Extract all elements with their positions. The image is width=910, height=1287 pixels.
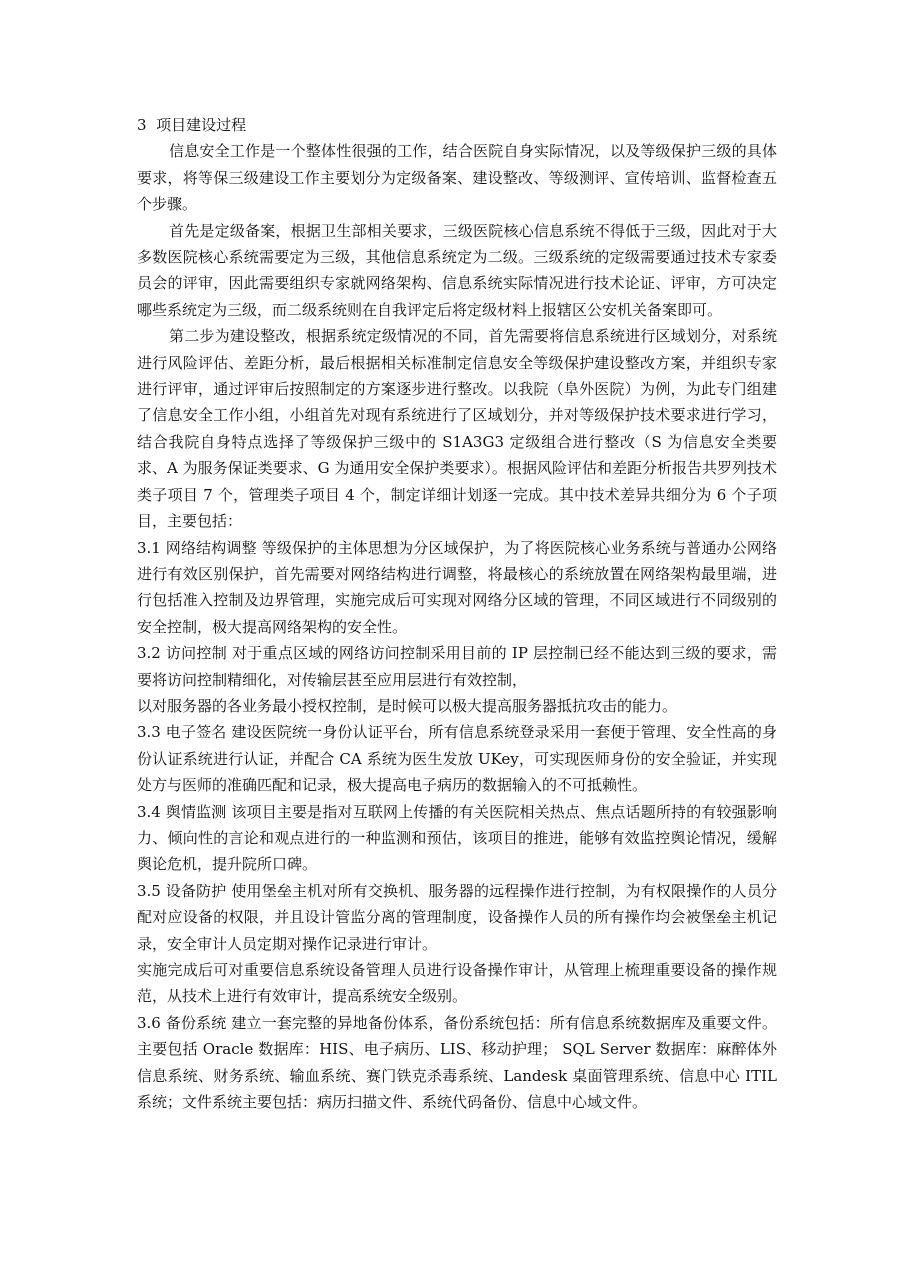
item-text: 建设医院统一身份认证平台，所有信息系统登录采用一套便于管理、安全性高的身份认证系统进行认证，并配合 CA 系统为医生发放 UKey，可实现医师身份的安全验证，并实现处方与医师的准确匹配和记录，极大提高电子病历的数据输入的不可抵赖性。 bbox=[137, 723, 777, 795]
item-backup-system bbox=[137, 1010, 777, 1116]
item-title: 3.5 设备防护 bbox=[137, 881, 227, 900]
intro-paragraph-3: 第二步为建设整改，根据系统定级情况的不同，首先需要将信息系统进行区域划分，对系统进行风险评估、差距分析，最后根据相关标准制定信息安全等级保护建设整改方案，并组织专家进行评审，通过评审后按照制定的方案逐步进行整改。以我院（阜外医院）为例，为此专门组建了信息安全工作小组，小组首先对现有系统进行了区域划分，并对等级保护技术要求进行学习，结合我院自身特点选择了等级保护三级中的 S1A3G3 定级组合进行整改（S 为信息安全类要求、A 为服务保证类要求、G 为通用安全保护类要求）。根据风险评估和差距分析报告共罗列技术类子项目 7 个，管理类子项目 4 个，制定详细计划逐一完成。其中技术差异共细分为 6 个子项目，主要包括： bbox=[137, 327, 777, 531]
item-title: 3.6 备份系统 bbox=[137, 1013, 227, 1032]
section-heading: 3 项目建设过程 bbox=[137, 116, 247, 134]
item-e-signature bbox=[137, 719, 777, 798]
item-public-opinion bbox=[137, 799, 777, 878]
item-network-structure bbox=[137, 535, 777, 641]
document-page bbox=[137, 112, 777, 1115]
item-text: 该项目主要是指对互联网上传播的有关医院相关热点、焦点话题所持的有较强影响力、倾向性的言论和观点进行的一种监测和预估，该项目的推进，能够有效监控舆论情况，缓解舆论危机，提升院所口碑。 bbox=[137, 802, 777, 874]
intro-paragraph-2: 首先是定级备案，根据卫生部相关要求，三级医院核心信息系统不得低于三级，因此对于大多数医院核心系统需要定为三级，其他信息系统定为二级。三级系统的定级需要通过技术专家委员会的评审，因此需要组织专家就网络架构、信息系统实际情况进行技术论证、评审，方可决定哪些系统定为三级，而二级系统则在自我评定后将定级材料上报辖区公安机关备案即可。 bbox=[137, 221, 777, 319]
item-text: 对于重点区域的网络访问控制采用目前的 IP 层控制已经不能达到三级的要求，需要将访问控制精细化，对传输层甚至应用层进行有效控制， bbox=[137, 644, 777, 689]
item-device-protection-extra: 实施完成后可对重要信息系统设备管理人员进行设备操作审计，从管理上梳理重要设备的操作规范，从技术上进行有效审计，提高系统安全级别。 bbox=[137, 961, 777, 1006]
item-text: 建立一套完整的异地备份体系，备份系统包括：所有信息系统数据库及重要文件。主要包括 Oracle 数据库：HIS、电子病历、LIS、移动护理； SQL Server 数据库：麻醉体外信息系统、财务系统、输血系统、赛门铁克杀毒系统、Landesk 桌面管理系统、信息中心 ITIL 系统；文件系统主要包括：病历扫描文件、系统代码备份、信息中心域文件。 bbox=[137, 1013, 777, 1112]
item-access-control-extra: 以对服务器的各业务最小授权控制，是时候可以极大提高服务器抵抗攻击的能力。 bbox=[137, 696, 678, 715]
item-title: 3.3 电子签名 bbox=[137, 723, 227, 742]
item-title: 3.2 访问控制 bbox=[137, 644, 227, 663]
item-title: 3.1 网络结构调整 bbox=[137, 538, 257, 557]
item-title: 3.4 舆情监测 bbox=[137, 802, 227, 821]
item-text: 使用堡垒主机对所有交换机、服务器的远程操作进行控制，为有权限操作的人员分配对应设备的权限，并且设计管监分离的管理制度，设备操作人员的所有操作均会被堡垒主机记录，安全审计人员定期对操作记录进行审计。 bbox=[137, 881, 777, 953]
item-device-protection bbox=[137, 878, 777, 957]
intro-paragraph-1: 信息安全工作是一个整体性很强的工作，结合医院自身实际情况，以及等级保护三级的具体要求，将等保三级建设工作主要划分为定级备案、建设整改、等级测评、宣传培训、监督检查五个步骤。 bbox=[137, 142, 777, 214]
item-access-control bbox=[137, 640, 777, 693]
item-text: 等级保护的主体思想为分区域保护，为了将医院核心业务系统与普通办公网络进行有效区别保护，首先需要对网络结构进行调整，将最核心的系统放置在网络架构最里端，进行包括准入控制及边界管理，实施完成后可实现对网络分区域的管理，不同区域进行不同级别的安全控制，极大提高网络架构的安全性。 bbox=[137, 538, 777, 636]
